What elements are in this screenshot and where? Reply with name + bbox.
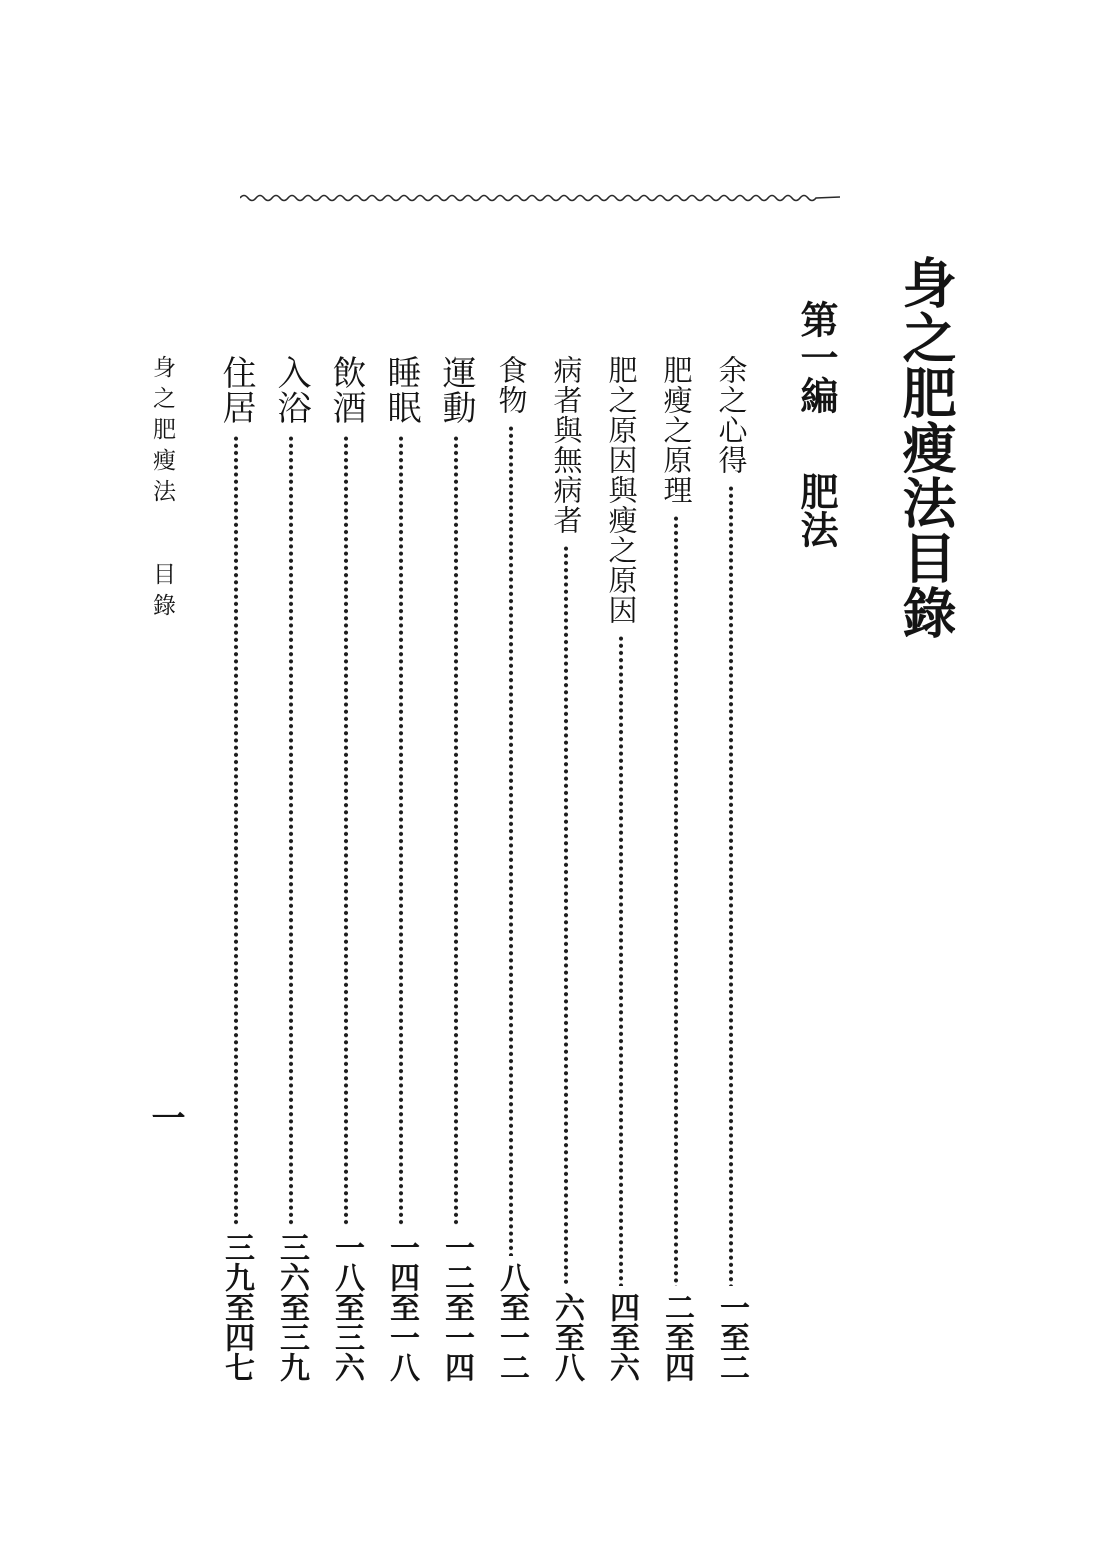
toc-entry bbox=[601, 355, 641, 1382]
toc-dot-leader bbox=[233, 435, 239, 1226]
toc-entry bbox=[711, 355, 751, 1382]
toc-entry-title: 余之心得 bbox=[714, 355, 749, 475]
running-head-title: 身之肥瘦法 bbox=[149, 355, 175, 510]
toc-entry bbox=[436, 355, 476, 1382]
toc-entry-pages: 三九至四七 bbox=[219, 1232, 254, 1382]
toc-entry-pages: 一四至一八 bbox=[384, 1232, 419, 1382]
toc-entry-title: 肥瘦之原理 bbox=[659, 355, 694, 505]
toc-entry-pages: 一至二 bbox=[714, 1292, 749, 1382]
toc-entry bbox=[656, 355, 696, 1382]
toc-entry-title: 飲酒 bbox=[326, 355, 366, 425]
toc-entry-pages: 一二至一四 bbox=[439, 1232, 474, 1382]
part-number: 第一編 bbox=[794, 300, 839, 414]
toc-entry bbox=[381, 355, 421, 1382]
page-number: 一 bbox=[145, 1100, 185, 1134]
toc-entry-pages: 四至六 bbox=[604, 1292, 639, 1382]
part-name: 肥法 bbox=[794, 472, 839, 548]
toc-entry-pages: 六至八 bbox=[549, 1292, 584, 1382]
toc-entry-title: 睡眠 bbox=[381, 355, 421, 425]
toc-entry bbox=[216, 355, 256, 1382]
toc-entry-title: 運動 bbox=[436, 355, 476, 425]
toc-dot-leader bbox=[288, 435, 294, 1226]
toc-entry-title: 病者與無病者 bbox=[549, 355, 584, 535]
toc-entry bbox=[546, 355, 586, 1382]
toc-dot-leader bbox=[398, 435, 404, 1226]
toc-dot-leader bbox=[563, 545, 569, 1286]
toc-entry bbox=[491, 355, 531, 1382]
top-decorative-rule bbox=[240, 190, 840, 204]
running-head-section: 目錄 bbox=[149, 562, 175, 624]
part-heading bbox=[794, 300, 839, 548]
toc-entry-title: 食物 bbox=[494, 355, 529, 415]
toc-entry-pages: 二至四 bbox=[659, 1292, 694, 1382]
toc-dot-leader bbox=[618, 635, 624, 1286]
toc-dot-leader bbox=[343, 435, 349, 1226]
toc-entry-title: 入浴 bbox=[271, 355, 311, 425]
toc-entry bbox=[271, 355, 311, 1382]
toc-dot-leader bbox=[508, 425, 514, 1256]
book-title: 身之肥瘦法目錄 bbox=[894, 255, 958, 640]
toc-entry-pages: 三六至三九 bbox=[274, 1232, 309, 1382]
toc-dot-leader bbox=[673, 515, 679, 1286]
toc-entry-pages: 八至一二 bbox=[494, 1262, 529, 1382]
running-head bbox=[150, 355, 173, 624]
toc-dot-leader bbox=[728, 485, 734, 1286]
toc-entry-title: 住居 bbox=[216, 355, 256, 425]
toc-entry bbox=[326, 355, 366, 1382]
toc-entry-pages: 一八至三六 bbox=[329, 1232, 364, 1382]
toc-dot-leader bbox=[453, 435, 459, 1226]
toc-entry-title: 肥之原因與瘦之原因 bbox=[604, 355, 639, 625]
